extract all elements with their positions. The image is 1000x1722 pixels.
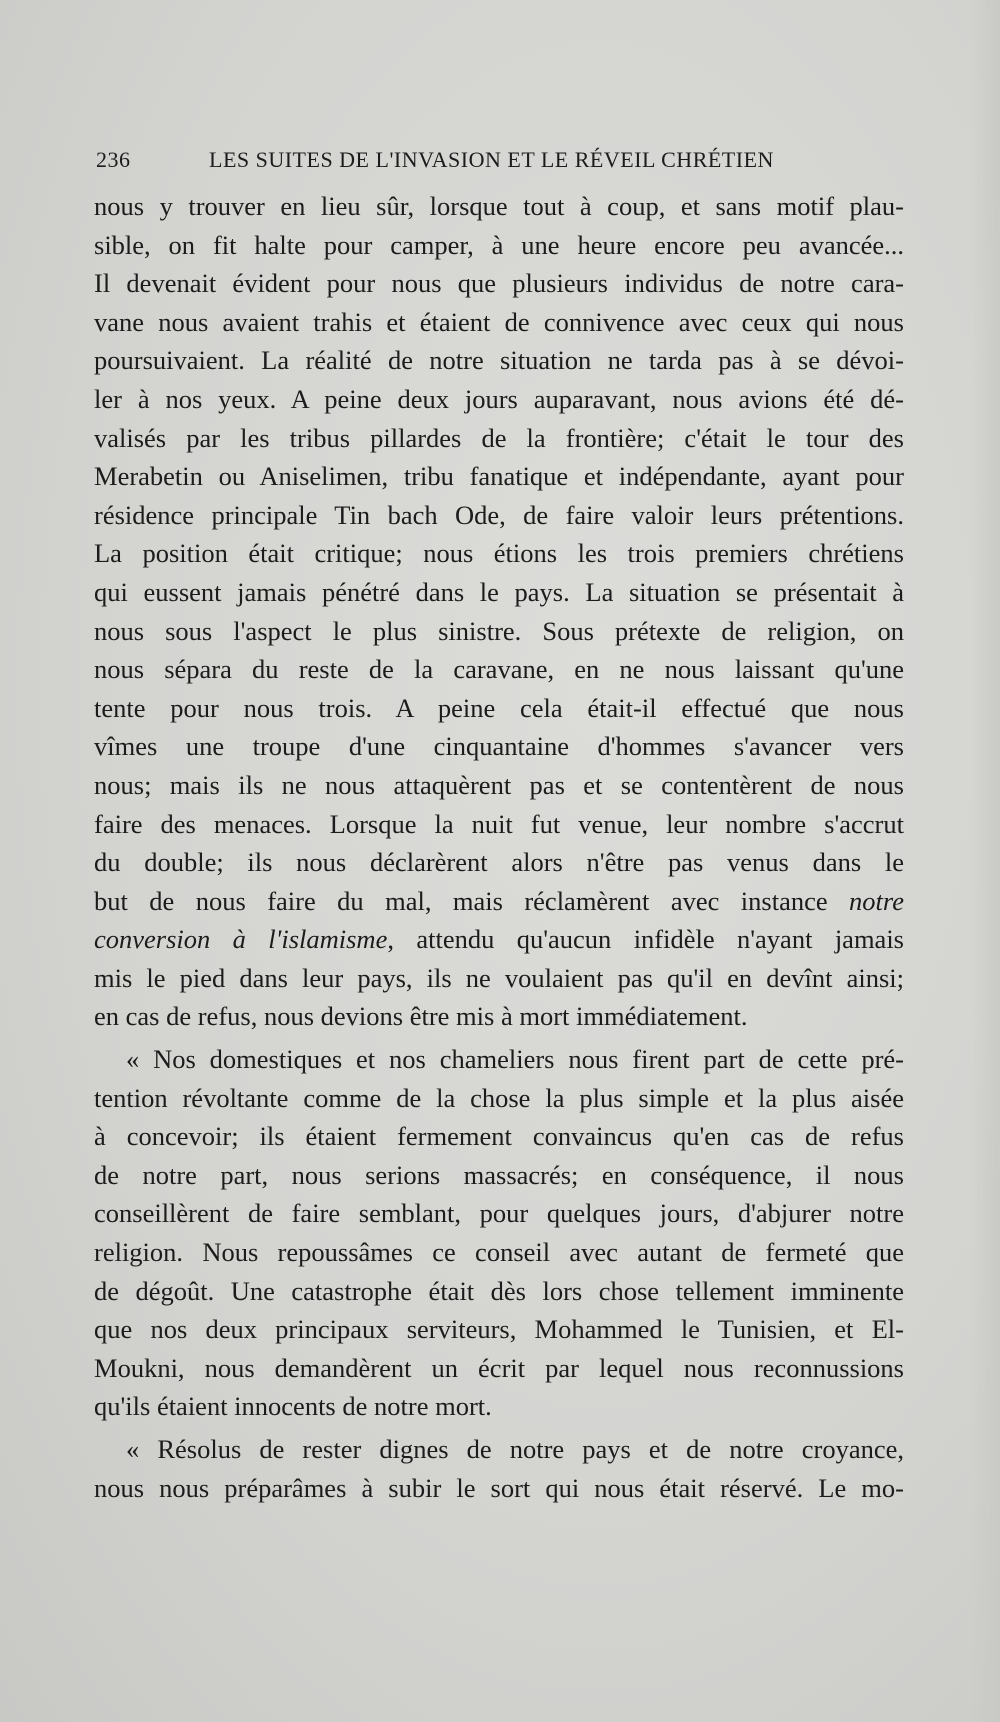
text-line: conversion à l'islamisme, attendu qu'aucun infidèle n'ayant jamais bbox=[94, 924, 904, 955]
text-line: ler à nos yeux. A peine deux jours auparavant, nous avions été dé- bbox=[94, 383, 904, 414]
text-line: nous sépara du reste de la caravane, en ne nous laissant qu'une bbox=[94, 654, 904, 685]
text-line: conseillèrent de faire semblant, pour quelques jours, d'abjurer notre bbox=[94, 1198, 904, 1229]
text-line: de dégoût. Une catastrophe était dès lors chose tellement imminente bbox=[94, 1275, 904, 1306]
text-line: Il devenait évident pour nous que plusieurs individus de notre cara- bbox=[94, 268, 904, 299]
text-line: faire des menaces. Lorsque la nuit fut venue, leur nombre s'accrut bbox=[94, 808, 904, 839]
text-line: poursuivaient. La réalité de notre situation ne tarda pas à se dévoi- bbox=[94, 345, 904, 376]
text-line: qu'ils étaient innocents de notre mort. bbox=[94, 1391, 492, 1422]
text-line: du double; ils nous déclarèrent alors n'être pas venus dans le bbox=[94, 847, 904, 878]
paragraph bbox=[94, 187, 904, 1036]
text-line: nous; mais ils ne nous attaquèrent pas et se contentèrent de nous bbox=[94, 769, 904, 800]
running-header bbox=[96, 147, 816, 177]
text-line: nous y trouver en lieu sûr, lorsque tout à coup, et sans motif plau- bbox=[94, 191, 904, 221]
running-title: LES SUITES DE L'INVASION ET LE RÉVEIL CHRÉTIEN bbox=[209, 147, 774, 172]
paragraph bbox=[94, 1430, 904, 1507]
text-line: Moukni, nous demandèrent un écrit par lequel nous reconnussions bbox=[94, 1352, 904, 1383]
text-line: vane nous avaient trahis et étaient de connivence avec ceux qui nous bbox=[94, 306, 904, 337]
text-line: que nos deux principaux serviteurs, Mohammed le Tunisien, et El- bbox=[94, 1314, 904, 1345]
text-line: qui eussent jamais pénétré dans le pays. La situation se présentait à bbox=[94, 576, 904, 607]
text-line: tente pour nous trois. A peine cela était-il effectué que nous bbox=[94, 692, 904, 723]
paragraph bbox=[94, 1040, 904, 1426]
text-line: nous nous préparâmes à subir le sort qui nous était réservé. Le mo- bbox=[94, 1472, 904, 1503]
text-line: religion. Nous repoussâmes ce conseil avec autant de fermeté que bbox=[94, 1237, 904, 1268]
text-line: de notre part, nous serions massacrés; en conséquence, il nous bbox=[94, 1159, 904, 1190]
text-line: « Nos domestiques et nos chameliers nous firent part de cette pré- bbox=[126, 1044, 904, 1075]
page-number: 236 bbox=[96, 147, 131, 172]
text-line: La position était critique; nous étions les trois premiers chrétiens bbox=[94, 538, 904, 569]
text-line: « Résolus de rester dignes de notre pays et de notre croyance, bbox=[126, 1434, 904, 1464]
text-line: valisés par les tribus pillardes de la frontière; c'était le tour des bbox=[94, 422, 904, 453]
text-line: résidence principale Tin bach Ode, de faire valoir leurs prétentions. bbox=[94, 499, 904, 530]
text-line: sible, on fit halte pour camper, à une heure encore peu avancée... bbox=[94, 229, 904, 260]
text-line: en cas de refus, nous devions être mis à mort immédiatement. bbox=[94, 1001, 748, 1032]
text-line: vîmes une troupe d'une cinquantaine d'hommes s'avancer vers bbox=[94, 731, 904, 762]
body-text bbox=[94, 187, 904, 1507]
text-line: Merabetin ou Aniselimen, tribu fanatique et indépendante, ayant pour bbox=[94, 461, 904, 492]
text-line: mis le pied dans leur pays, ils ne voulaient pas qu'il en devînt ainsi; bbox=[94, 962, 904, 993]
text-line: à concevoir; ils étaient fermement convaincus qu'en cas de refus bbox=[94, 1121, 904, 1152]
text-line: but de nous faire du mal, mais réclamèrent avec instance notre bbox=[94, 885, 904, 916]
text-line: tention révoltante comme de la chose la plus simple et la plus aisée bbox=[94, 1082, 904, 1113]
text-line: nous sous l'aspect le plus sinistre. Sous prétexte de religion, on bbox=[94, 615, 904, 646]
